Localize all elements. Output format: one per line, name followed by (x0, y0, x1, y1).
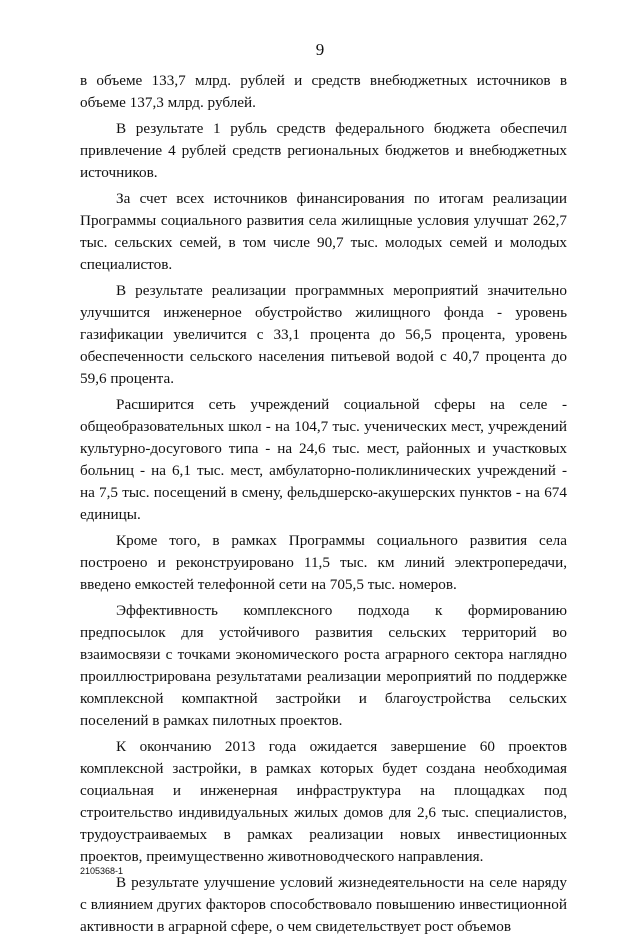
document-body (80, 70, 567, 942)
paragraph-2: В результате 1 рубль средств федерального бюджета обеспечил привлечение 4 рублей средств региональных бюджетов и внебюджетных источников. (80, 120, 567, 181)
paragraph-6: Кроме того, в рамках Программы социального развития села построено и реконструировано 11,5 тыс. км линий электропередачи, введено емкостей телефонной сети на 705,5 тыс. номеров. (80, 532, 567, 593)
document-code: 2105368-1 (80, 866, 124, 876)
paragraph-7: Эффективность комплексного подхода к формированию предпосылок для устойчивого развития сельских территорий во взаимосвязи с точками экономического роста аграрного сектора наглядно проиллюстрирована результатами реализации мероприятий по поддержке комплексной компактной застройки и благоустройства сельских поселений в рамках пилотных проектов. (80, 602, 567, 729)
paragraph-4: В результате реализации программных мероприятий значительно улучшится инженерное обустройство жилищного фонда - уровень газификации увеличится с 33,1 процента до 56,5 процента, уровень обеспеченности сельского населения питьевой водой с 40,7 процента до 59,6 процента. (80, 282, 567, 387)
paragraph-5: Расширится сеть учреждений социальной сферы на селе - общеобразовательных школ - на 104,7 тыс. ученических мест, учреждений культурно-досугового типа - на 24,6 тыс. мест, районных и участковых больниц - на 6,1 тыс. мест, амбулаторно-поликлинических учреждений - на 7,5 тыс. посещений в смену, фельдшерско-акушерских пунктов - на 674 единицы. (80, 396, 567, 523)
paragraph-9: В результате улучшение условий жизнедеятельности на селе наряду с влиянием других факторов способствовало повышению инвестиционной активности в аграрной сфере, о чем свидетельствует рост объемов (80, 874, 567, 935)
paragraph-1: в объеме 133,7 млрд. рублей и средств внебюджетных источников в объеме 137,3 млрд. рублей. (80, 72, 567, 111)
page-number: 9 (315, 40, 325, 59)
paragraph-3: За счет всех источников финансирования по итогам реализации Программы социального развития села жилищные условия улучшат 262,7 тыс. сельских семей, в том числе 90,7 тыс. молодых семей и молодых специалистов. (80, 190, 567, 273)
paragraph-8: К окончанию 2013 года ожидается завершение 60 проектов комплексной застройки, в рамках которых будет создана необходимая социальная и инженерная инфраструктура на площадках под строительство индивидуальных жилых домов для 2,6 тыс. специалистов, трудоустраиваемых в рамках реализации новых инвестиционных проектов, преимущественно животноводческого направления. (80, 738, 567, 865)
